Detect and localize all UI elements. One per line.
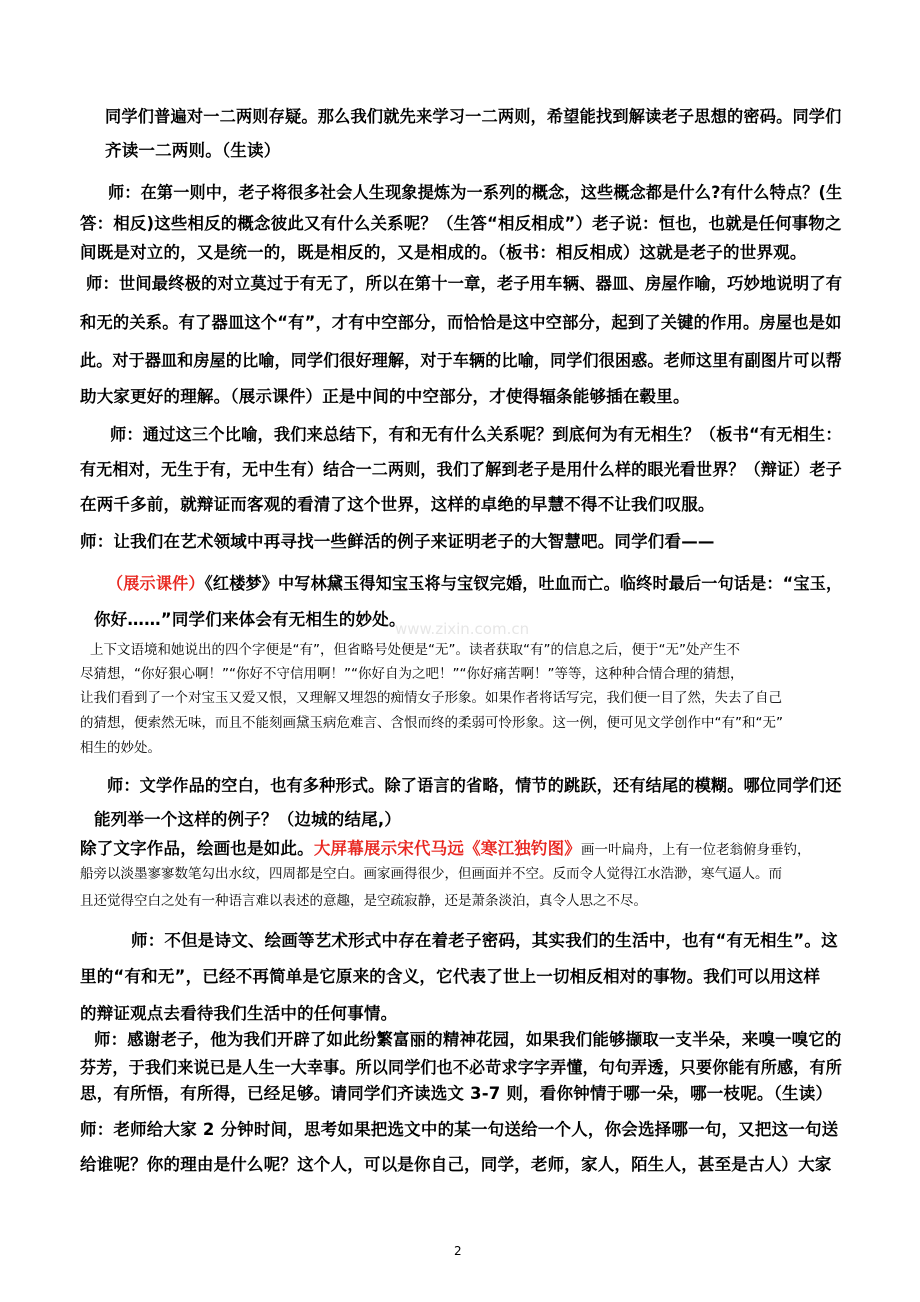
line-1: 同学们普遍对一二两则存疑。那么我们就先来学习一二两则，希望能找到解读老子思想的密码。同学们 — [105, 107, 842, 126]
line-5: 间既是对立的，又是统一的，既是相反的，又是相成的。（板书：相反相成）这就是老子的世界观。 — [80, 243, 807, 262]
line-30: 芬芳，于我们来说已是人生一大幸事。所以同学们也不必苛求字字弄懂，句句弄透，只要你能有所感，有所 — [80, 1058, 842, 1077]
line-27: 里的“有和无”，已经不再简单是它原来的含义，它代表了世上一切相反相对的事物。我们可以用这样 — [80, 967, 821, 986]
line-12: 在两千多前，就辩证而客观的看清了这个世界，这样的卓绝的早慧不得不让我们叹服。 — [80, 495, 715, 514]
line-22: 能列举一个这样的例子？（边城的结尾,） — [94, 810, 402, 829]
line-7: 和无的关系。有了器皿这个“有”，才有中空部分，而恰恰是这中空部分，起到了关键的作用。房屋也是如 — [80, 313, 842, 332]
line-21: 师：文学作品的空白，也有多种形式。除了语言的省略，情节的跳跃，还有结尾的模糊。哪位同学们还 — [107, 776, 842, 795]
line-26: 师：不但是诗文、绘画等艺术形式中存在着老子密码，其实我们的生活中，也有“有无相生”。这 — [131, 931, 838, 950]
watermark: www.zixin.com.cn — [395, 620, 530, 638]
line-11: 有无相对，无生于有，无中生有）结合一二两则，我们了解到老子是用什么样的眼光看世界？（辩证）老子 — [80, 460, 842, 479]
line-8: 此。对于器皿和房屋的比喻，同学们很好理解，对于车辆的比喻，同学们很困惑。老师这里有副图片可以帮 — [80, 351, 842, 370]
line-13: 师：让我们在艺术领域中再寻找一些鲜活的例子来证明老子的大智慧吧。同学们看—— — [80, 532, 715, 551]
line-3: 师：在第一则中，老子将很多社会人生现象提炼为一系列的概念，这些概念都是什么?有什么特点？(生 — [108, 183, 843, 202]
line-32: 师：老师给大家 2 分钟时间，思考如果把选文中的某一句送给一个人，你会选择哪一句，又把这一句送 — [80, 1120, 839, 1139]
line-10: 师：通过这三个比喻，我们来总结下，有和无有什么关系呢？到底何为有无相生？（板书“有无相生： — [110, 425, 842, 444]
red-painting-note: 大屏幕展示宋代马远《寒江独钓图》 — [313, 839, 582, 858]
page-number: 2 — [454, 1244, 462, 1258]
line-33: 给谁呢？你的理由是什么呢？这个人，可以是你自己，同学，老师，家人，陌生人，甚至是古人）大家 — [80, 1155, 832, 1174]
line-6: 师：世间最终极的对立莫过于有无了，所以在第十一章，老子用车辆、器皿、房屋作喻，巧妙地说明了有 — [86, 274, 843, 293]
line-23: 除了文字作品，绘画也是如此。大屏幕展示宋代马远《寒江独钓图》画一叶扁舟，上有一位老翁俯身垂钓， — [80, 839, 811, 858]
line-17: 尽猜想，“你好狠心啊！”“你好不守信用啊！”“你好自为之吧！”“你好痛苦啊！”等等，这种种合情合理的猜想， — [80, 666, 744, 682]
line-14: （展示课件）《红楼梦》中写林黛玉得知宝玉将与宝钗完婚，吐血而亡。临终时最后一句话是：“宝玉， — [107, 574, 843, 593]
line-24: 船旁以淡墨寥寥数笔勾出水纹，四周都是空白。画家画得很少，但画面并不空。反而令人觉得江水浩渺，寒气逼人。而 — [80, 866, 782, 882]
line-28: 的辩证观点去看待我们生活中的任何事情。 — [80, 1004, 398, 1023]
line-4: 答：相反)这些相反的概念彼此又有什么关系呢？（生答“相反相成”）老子说：恒也，也就是任何事物之 — [80, 214, 842, 233]
line-18: 让我们看到了一个对宝玉又爱又恨，又理解又埋怨的痴情女子形象。如果作者将话写完，我们便一目了然，失去了自己 — [80, 690, 782, 706]
line-9: 助大家更好的理解。（展示课件）正是中间的中空部分，才使得辐条能够插在毂里。 — [80, 387, 690, 406]
line-31: 思，有所悟，有所得，已经足够。请同学们齐读选文 3-7 则，看你钟情于哪一朵，哪一枝呢。（生读） — [80, 1084, 833, 1103]
red-courseware-note: （展示课件） — [107, 574, 205, 593]
line-2: 齐读一二两则。（生读） — [105, 141, 281, 160]
line-15: 你好……”同学们来体会有无相生的妙处。 — [94, 610, 406, 629]
line-25: 且还觉得空白之处有一种语言难以表述的意趣，是空疏寂静，还是萧条淡泊，真令人思之不尽。 — [80, 893, 647, 909]
line-29: 师：感谢老子，他为我们开辟了如此纷繁富丽的精神花园，如果我们能够撷取一支半朵，来嗅一嗅它的 — [94, 1030, 842, 1049]
line-19: 的猜想，便索然无味，而且不能刻画黛玉病危难言、含恨而终的柔弱可怜形象。这一例，便可见文学创作中“有”和“无” — [80, 715, 783, 731]
line-16: 上下文语境和她说出的四个字便是“有”，但省略号处便是“无”。读者获取“有”的信息之后，便于“无”处产生不 — [90, 642, 740, 658]
line-20: 相生的妙处。 — [80, 740, 161, 756]
